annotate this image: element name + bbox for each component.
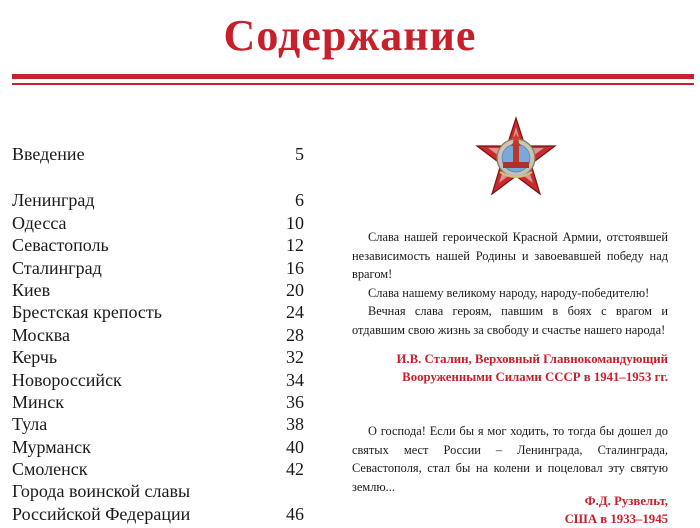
toc-page-number: 36 [286,391,304,412]
toc-label: Минск [12,391,65,412]
toc-label: Киев [12,279,51,300]
quote-paragraph: О господа! Если бы я мог ходить, то тогда бы дошел до святых мест России – Ленинграда, Сталинграда, Севастополя, стал бы на колени и поцеловал эту святую землю... [352,424,668,494]
toc-page-number: 34 [286,369,304,390]
toc-page-number: 28 [286,324,304,345]
toc-page-number: 12 [286,235,304,256]
quote-paragraph: Слава нашей героической Красной Армии, отстоявшей независимость нашей Родины и завоевавшей победу над врагом! [352,230,668,282]
toc-label: Новороссийск [12,369,122,390]
toc-entry[interactable] [12,503,306,525]
toc-label: Смоленск [12,459,88,480]
toc-page-number: 46 [286,503,304,524]
toc-entry[interactable] [12,143,306,165]
toc-entry[interactable] [12,413,306,435]
stalin-attribution [396,350,668,386]
toc-page-number: 20 [286,279,304,300]
toc-label: Москва [12,324,70,345]
toc-label: Одесса [12,212,67,233]
toc-entry[interactable] [12,436,306,458]
title-rule-thin [12,83,694,85]
attribution-line: Вооруженными Силами СССР в 1941–1953 гг. [402,370,668,384]
attribution-line: Ф.Д. Рузвельт, [584,494,668,508]
table-of-contents [12,143,306,525]
toc-page-number: 5 [295,144,304,164]
stalin-quote [352,228,668,340]
title-rule-thick [12,74,694,79]
roosevelt-quote [352,422,668,496]
toc-page-number: 10 [286,212,304,233]
toc-entry[interactable] [12,279,306,301]
roosevelt-attribution [565,492,668,528]
toc-label: Севастополь [12,235,109,256]
toc-label: Брестская крепость [12,302,162,323]
toc-label: Российской Федерации [12,503,191,524]
toc-label: Введение [12,144,85,164]
toc-label: Керчь [12,347,58,368]
attribution-line: США в 1933–1945 [564,512,668,526]
toc-page-number: 16 [286,257,304,278]
toc-entry[interactable] [12,234,306,256]
toc-entry[interactable] [12,480,306,502]
toc-label: Ленинград [12,190,95,211]
toc-entry[interactable] [12,391,306,413]
toc-entry[interactable] [12,346,306,368]
toc-page-number: 40 [286,436,304,457]
toc-page-number: 32 [286,347,304,368]
toc-label: Мурманск [12,436,91,457]
toc-entry[interactable] [12,458,306,480]
toc-entry[interactable] [12,369,306,391]
toc-label: Тула [12,414,48,435]
toc-entry[interactable] [12,257,306,279]
order-of-victory-icon [470,116,562,204]
toc-page-number: 24 [286,302,304,323]
quote-paragraph: Вечная слава героям, павшим в боях с врагом и отдавшим свою жизнь за свободу и счастье нашего народа! [352,304,668,337]
toc-page-number: 38 [286,414,304,435]
attribution-line: И.В. Сталин, Верховный Главнокомандующий [396,352,668,366]
toc-page-number: 42 [286,459,304,480]
toc-page-number: 6 [295,190,304,211]
quote-paragraph: Слава нашему великому народу, народу-победителю! [368,285,650,300]
toc-label: Города воинской славы [12,481,191,502]
page-title: Содержание [223,11,477,60]
toc-entry[interactable] [12,189,306,211]
toc-entry[interactable] [12,301,306,323]
toc-label: Сталинград [12,257,102,278]
toc-entry[interactable] [12,324,306,346]
toc-entry[interactable] [12,212,306,234]
